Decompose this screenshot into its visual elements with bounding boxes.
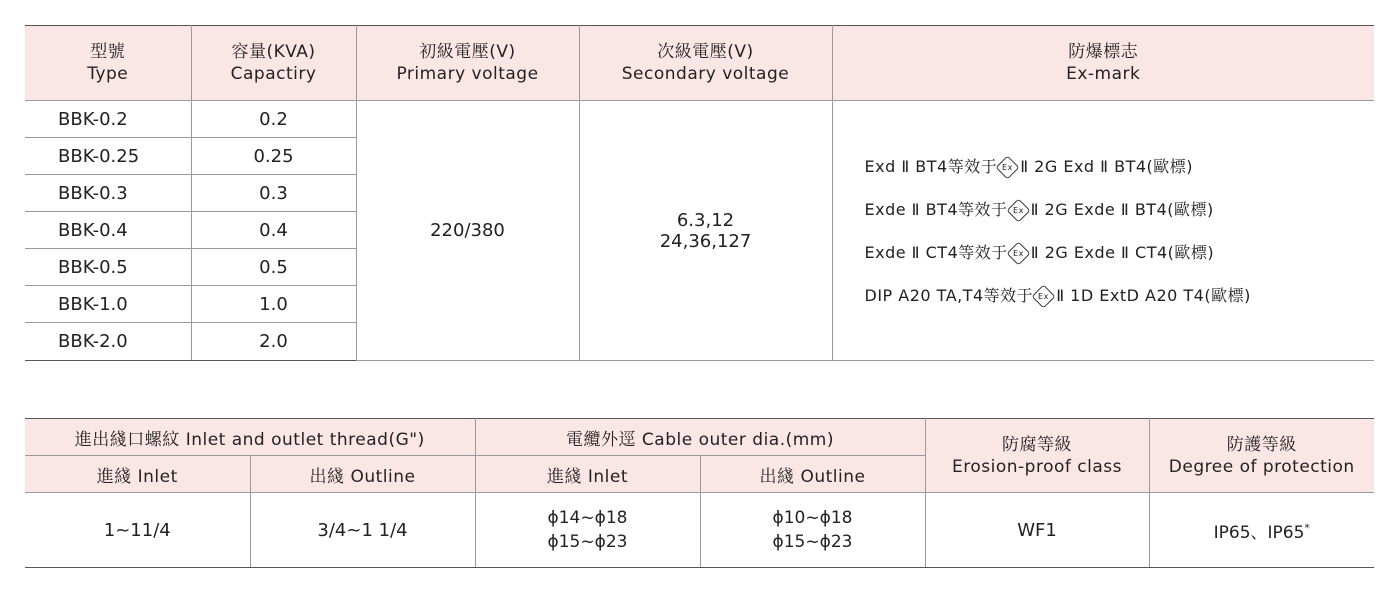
ex-hexagon-icon: Ex <box>1006 241 1030 265</box>
ex-mark-text: DIP A20 TA,T4等效于 <box>864 285 1034 305</box>
capacity-cell: 2.0 <box>191 323 356 361</box>
protection-mark: * <box>1304 520 1310 534</box>
protection-text: IP65、IP65 <box>1213 522 1305 543</box>
type-cell: BBK-0.5 <box>25 249 191 286</box>
header-ex-zh: 防爆標志 <box>1068 42 1139 62</box>
erosion-header <box>925 419 1149 493</box>
cable-outline-line: ϕ10~ϕ18 <box>772 508 853 528</box>
ex-mark-line <box>865 188 1375 231</box>
ex-mark-text: Ⅱ 2G Exd Ⅱ BT4(歐標) <box>1020 156 1194 176</box>
header-secondary-zh: 次級電壓(V) <box>657 42 754 62</box>
header-primary-en: Primary voltage <box>396 64 539 84</box>
ex-mark-text: Ⅱ 1D ExtD A20 T4(歐標) <box>1056 285 1251 305</box>
cable-outline-line: ϕ15~ϕ23 <box>772 532 853 552</box>
ex-mark-line <box>865 274 1375 317</box>
thread-header: 進出綫口螺紋 Inlet and outlet thread(G") <box>25 419 475 456</box>
spec-table <box>25 25 1374 361</box>
type-cell: BBK-0.25 <box>25 138 191 175</box>
header-ex-mark <box>832 26 1374 101</box>
sub-header-thread-inlet: 進綫 Inlet <box>25 456 250 493</box>
cable-inlet-value <box>475 493 700 568</box>
header-type <box>25 26 191 101</box>
secondary-voltage-line: 24,36,127 <box>659 230 752 252</box>
cable-header: 電纜外逕 Cable outer dia.(mm) <box>475 419 925 456</box>
ex-mark-line <box>865 145 1375 188</box>
header-capacity <box>191 26 356 101</box>
primary-voltage-cell: 220/380 <box>356 101 579 361</box>
ex-mark-text: Ⅱ 2G Exde Ⅱ BT4(歐標) <box>1030 199 1214 219</box>
thread-table <box>25 418 1374 568</box>
sub-header-cable-outline: 出綫 Outline <box>700 456 925 493</box>
protection-value <box>1149 493 1374 568</box>
ex-mark-text: Exde Ⅱ CT4等效于 <box>864 242 1008 262</box>
thread-outline-value: 3/4~1 1/4 <box>250 493 475 568</box>
header-primary-zh: 初級電壓(V) <box>419 42 516 62</box>
secondary-voltage-cell <box>579 101 832 361</box>
erosion-header-en: Erosion-proof class <box>952 456 1122 477</box>
type-cell: BBK-0.4 <box>25 212 191 249</box>
erosion-class-value: WF1 <box>925 493 1149 568</box>
ex-hexagon-icon: Ex <box>1006 198 1030 222</box>
ex-hexagon-icon: Ex <box>1032 284 1056 308</box>
capacity-cell: 0.3 <box>191 175 356 212</box>
cable-outline-value <box>700 493 925 568</box>
header-capacity-en: Capactiry <box>230 64 317 84</box>
header-type-zh: 型號 <box>90 42 126 62</box>
capacity-cell: 0.25 <box>191 138 356 175</box>
type-cell: BBK-0.2 <box>25 101 191 138</box>
type-cell: BBK-0.3 <box>25 175 191 212</box>
capacity-cell: 0.5 <box>191 249 356 286</box>
cable-inlet-line: ϕ15~ϕ23 <box>547 532 628 552</box>
sub-header-thread-outline: 出綫 Outline <box>250 456 475 493</box>
header-primary-voltage <box>356 26 579 101</box>
capacity-cell: 0.4 <box>191 212 356 249</box>
erosion-header-zh: 防腐等級 <box>1002 434 1073 455</box>
header-secondary-en: Secondary voltage <box>621 64 790 84</box>
ex-mark-cell <box>832 101 1374 361</box>
protection-header-en: Degree of protection <box>1168 456 1355 477</box>
ex-mark-line <box>865 231 1375 274</box>
header-secondary-voltage <box>579 26 832 101</box>
cable-inlet-line: ϕ14~ϕ18 <box>547 508 628 528</box>
secondary-voltage-line: 6.3,12 <box>676 209 735 231</box>
thread-inlet-value: 1~11/4 <box>25 493 250 568</box>
capacity-cell: 0.2 <box>191 101 356 138</box>
type-cell: BBK-1.0 <box>25 286 191 323</box>
header-capacity-zh: 容量(KVA) <box>231 42 316 62</box>
header-ex-en: Ex-mark <box>1066 64 1141 84</box>
ex-mark-text: Exde Ⅱ BT4等效于 <box>864 199 1008 219</box>
ex-mark-text: Exd Ⅱ BT4等效于 <box>864 156 998 176</box>
ex-hexagon-icon: Ex <box>996 155 1020 179</box>
type-cell: BBK-2.0 <box>25 323 191 361</box>
capacity-cell: 1.0 <box>191 286 356 323</box>
header-type-en: Type <box>87 64 129 84</box>
protection-header <box>1149 419 1374 493</box>
sub-header-cable-inlet: 進綫 Inlet <box>475 456 700 493</box>
ex-mark-text: Ⅱ 2G Exde Ⅱ CT4(歐標) <box>1030 242 1215 262</box>
protection-header-zh: 防護等級 <box>1226 434 1297 455</box>
